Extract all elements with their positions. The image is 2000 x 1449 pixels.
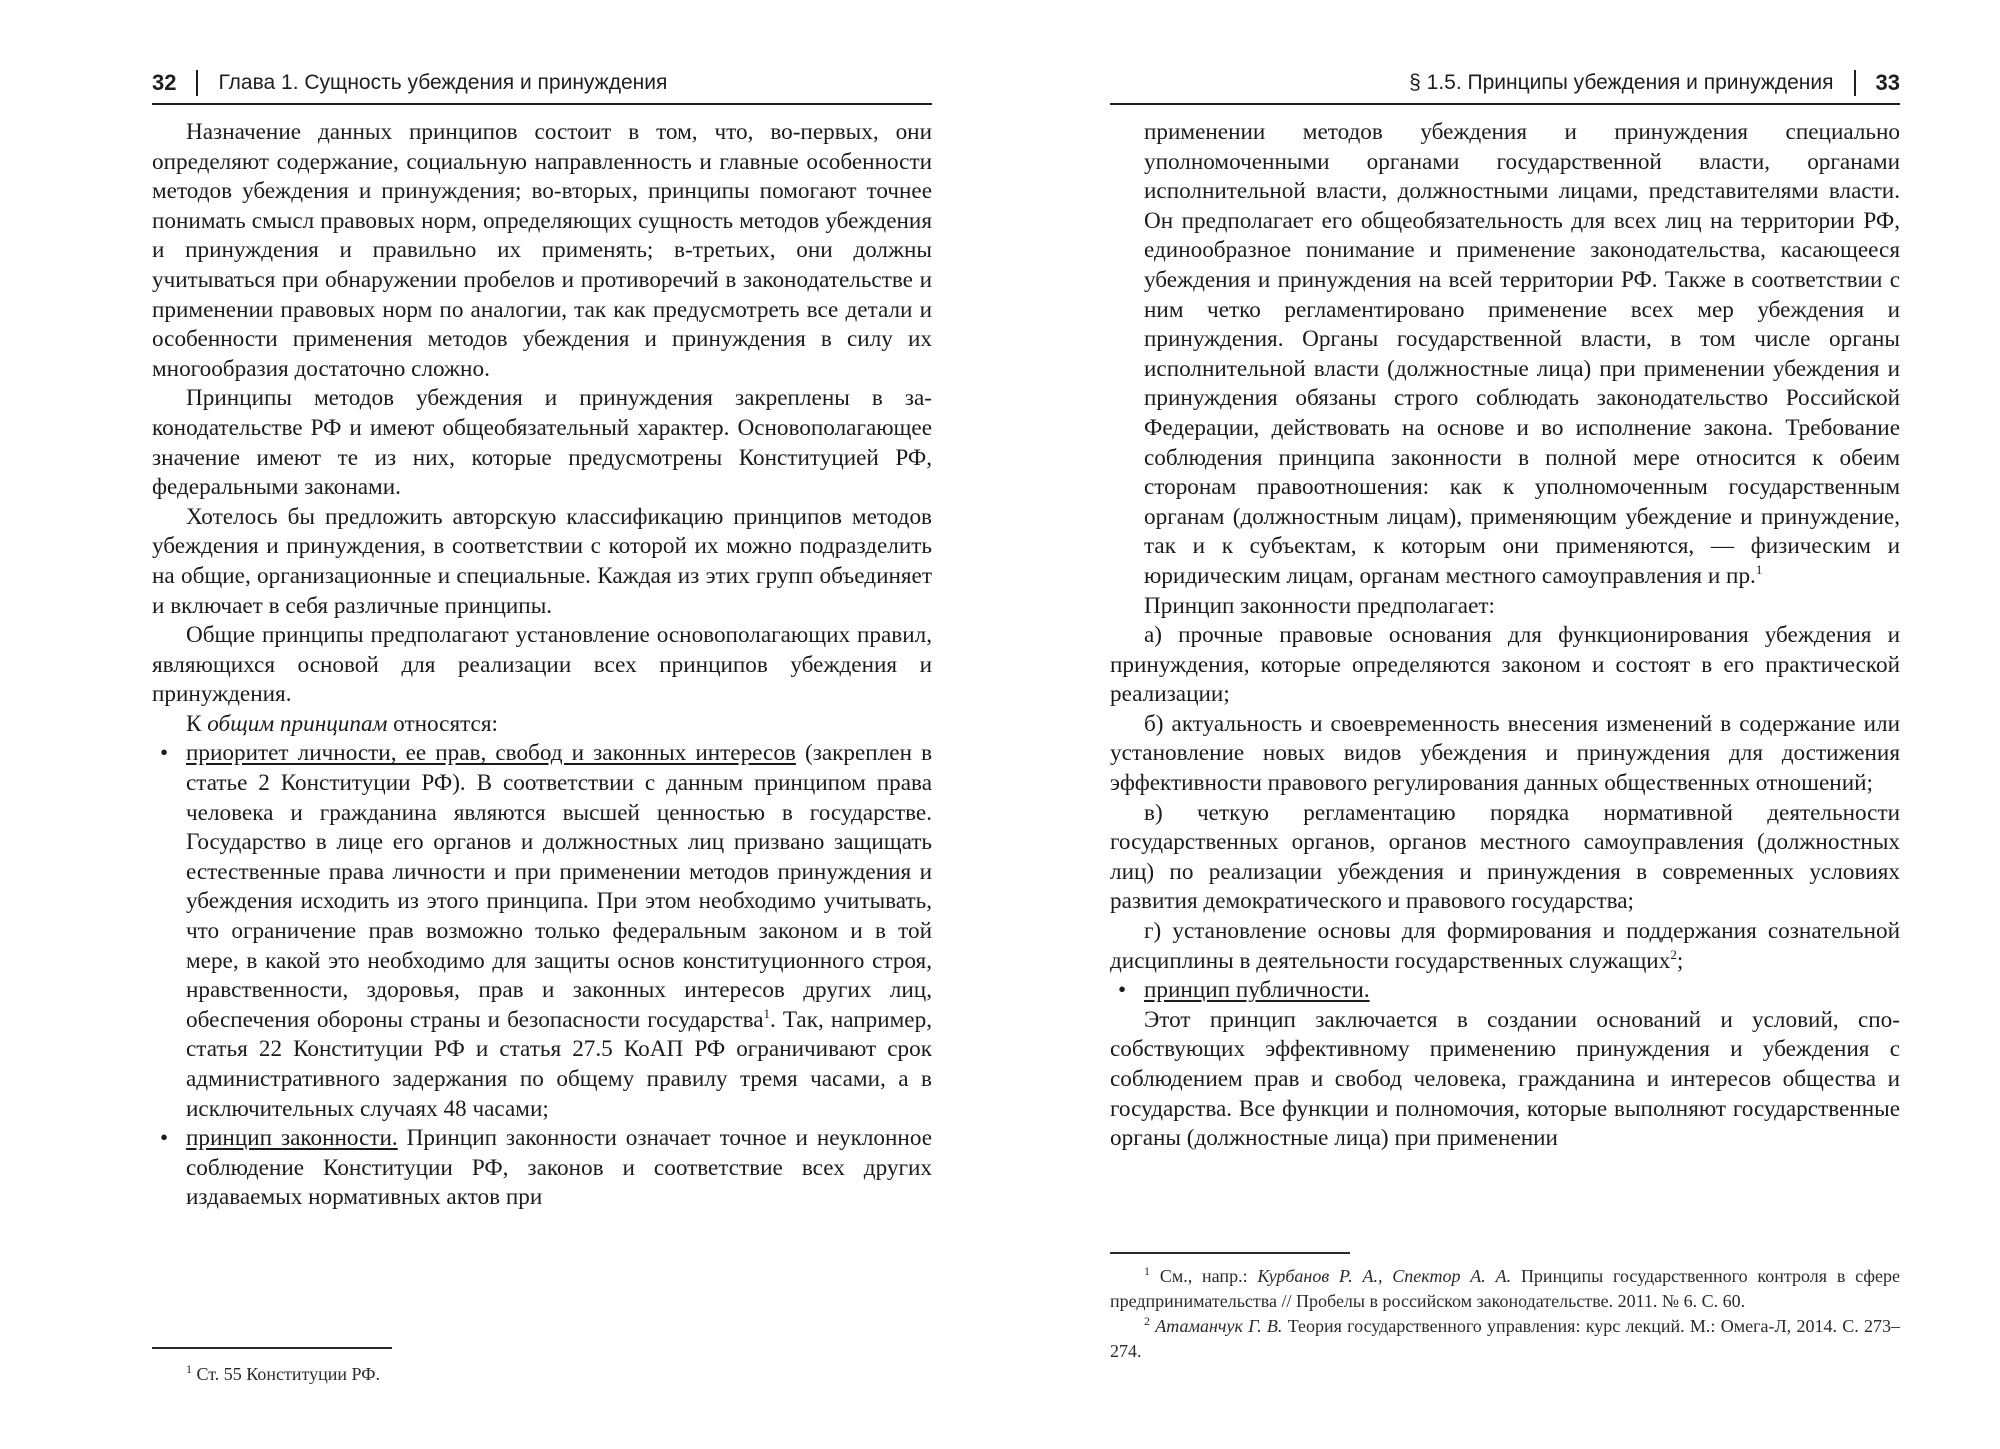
paragraph: Хотелось бы предложить авторскую классификацию принципов методов убеждения и принуждения, в соответствии с которой их можно подразделить на общие, организационные и специальные. Каждая из этих групп объединяет и включает в себя различные принципы. bbox=[152, 503, 932, 619]
bullet-heading: принцип законности. bbox=[186, 1125, 398, 1152]
right-page bbox=[1000, 0, 2000, 1449]
header-separator bbox=[1854, 70, 1856, 96]
list-item: г) установление основы для формирования и поддержания сознательной дисциплины в деятельности государственных служащих$^2$; bbox=[1110, 918, 1900, 974]
bullet-item: • приоритет личности, ее прав, свобод и законных интересов (закреплен в статье 2 Конституции РФ). В соответствии с данным принципом права человека и гражданина являются высшей ценностью в государстве. Государство в лице его органов и должностных лиц призвано защищать естественные права личности и при применении методов принуждения и убеждения исходить из этого принципа. При этом необходимо учитывать, что ограничение прав возможно только федеральным законом и в той мере, в какой это необходимо для защиты основ конституционного строя, нравственности, здоровья, прав и законных интересов других лиц, обеспечения обороны страны и безопасности государства$^1$. Так, например, статья 22 Конституции РФ и статья 27.5 КоАП РФ ограничивают срок административного задержания по общему правилу тремя часами, а в исключительных случаях 48 часами; bbox=[160, 740, 933, 1122]
paragraph: Принцип законности предполагает: bbox=[1144, 592, 1495, 619]
list-item: б) актуальность и своевременность внесения изменений в содержание или установление новых видов убеждения и принуждения для достижения эффективности правового регулирования данных общественных отношений; bbox=[1110, 710, 1900, 797]
footnote: $^1$ См., напр.: Курбанов Р. А., Спектор А. А. Принципы государственного контроля в сфере предпринимательства // Пробелы в российском законодательстве. 2011. № 6. С. 60. bbox=[1110, 1264, 1900, 1311]
paragraph: Общие принципы предполагают установление основополагающих правил, являющихся основой для реализации всех принципов убеждения и принуждения. bbox=[152, 622, 932, 708]
header-rule bbox=[152, 103, 932, 105]
right-page-body bbox=[1110, 118, 1900, 1154]
bullet-mark: • bbox=[160, 1125, 169, 1152]
right-page-header bbox=[1409, 70, 1900, 96]
paragraph: Назначение данных принципов состоит в том, что, во-первых, они определяют содержание, социальную направленность и главные особенности методов убеждения и принуждения; во-вторых, принципы помогают точнее понимать смысл правовых норм, определяющих сущность методов убеждения и принуждения и правильно их применять; в-третьих, они должны учитываться при обнаружении пробелов и противоречий в законодательстве и применении правовых норм по аналогии, так как предусмотреть все детали и особенности применения методов убеждения и принуждения в силу их многообразия достаточно сложно. bbox=[152, 119, 932, 382]
list-item: в) четкую регламентацию порядка нормативной деятельности государственных органов, органов местного самоуправления (должностных лиц) по реализации убеждения и принуждения в современных условиях развития демократического и правового государства; bbox=[1110, 799, 1900, 915]
general-principles-intro: К общим принципам относятся: bbox=[186, 710, 498, 737]
paragraph: Принципы методов убеждения и принуждения закреплены в законодательстве РФ и имеют общеобязательный характер. Основополагающее значение имеют те из них, которые предусмотрены Конституцией РФ, федеральными законами. bbox=[152, 385, 932, 501]
footnote-rule bbox=[152, 1347, 392, 1349]
chapter-title: Глава 1. Сущность убеждения и принуждения bbox=[218, 71, 668, 94]
bullet-item bbox=[1110, 976, 1900, 1006]
footnote-ref: 1 bbox=[763, 1005, 771, 1021]
page-number-right: 33 bbox=[1875, 70, 1900, 95]
right-footnotes bbox=[1110, 1264, 1900, 1364]
paragraph: Этот принцип заключается в создании оснований и условий, способствующих эффективному применению принуждения и убеждения с соблюдением прав и свобод человека, гражданина и интересов общества и государства. Все функции и полномочия, которые выполняют государственные органы (должностные лица) при применении bbox=[1110, 1006, 1900, 1152]
bullet-mark: • bbox=[160, 740, 169, 767]
list-item: а) прочные правовые основания для функционирования убеждения и принуждения, которые определяются законом и состоят в его практической реализации; bbox=[1110, 622, 1900, 708]
bullet-mark: • bbox=[1118, 977, 1127, 1004]
header-separator bbox=[196, 70, 198, 96]
footnote: $^2$ Атаманчук Г. В. Теория государственного управления: курс лекций. М.: Омега-Л, 2014. С. 273–274. bbox=[1110, 1314, 1901, 1361]
footnote-ref: 2 bbox=[1670, 946, 1677, 962]
footnote-ref: 1 bbox=[1755, 561, 1763, 577]
left-page-header bbox=[152, 70, 667, 96]
footnote-rule bbox=[1110, 1252, 1350, 1254]
left-page-body bbox=[152, 118, 932, 1213]
left-footnotes bbox=[152, 1362, 932, 1387]
footnote: $^1$ Ст. 55 Конституции РФ. bbox=[186, 1362, 380, 1384]
header-rule bbox=[1110, 103, 1900, 105]
section-title: § 1.5. Принципы убеждения и принуждения bbox=[1409, 71, 1834, 94]
bullet-heading: принцип публичности. bbox=[1144, 977, 1370, 1004]
bullet-heading: приоритет личности, ее прав, свобод и законных интересов bbox=[186, 740, 796, 767]
bullet-continuation: применении методов убеждения и принуждения специально уполномоченными органами государственной власти, органами исполнительной власти, должностными лицами, представителями власти. Он предполагает его общеобязательность для всех лиц на территории РФ, единообразное понимание и применение законодательства, касающееся убеждения и принуждения на всей территории РФ. Также в соответствии с ним четко регламентировано применение всех мер убеждения и принуждения. Органы государственной власти, в том числе органы исполнительной власти (должностные лица) при применении убеждения и принуждения обязаны строго соблюдать законодательство Российской Федерации, действовать на основе и во исполнение закона. Требование соблюдения принципа законности в полной мере относится к обеим сторонам правоотношения: как к уполномоченным государственным органам (должностным лицам), применяющим убеждение и принуждение, так и к субъектам, к которым они применяются, — физическим и юридическим лицам, органам местного самоуправления и пр.$^1$ bbox=[1144, 119, 1900, 589]
page-number-left: 32 bbox=[152, 70, 177, 95]
bullet-item: • принцип законности. Принцип законности означает точное и неуклонное соблюдение Конституции РФ, законов и соответствие всех других издаваемых нормативных актов при bbox=[160, 1125, 932, 1211]
